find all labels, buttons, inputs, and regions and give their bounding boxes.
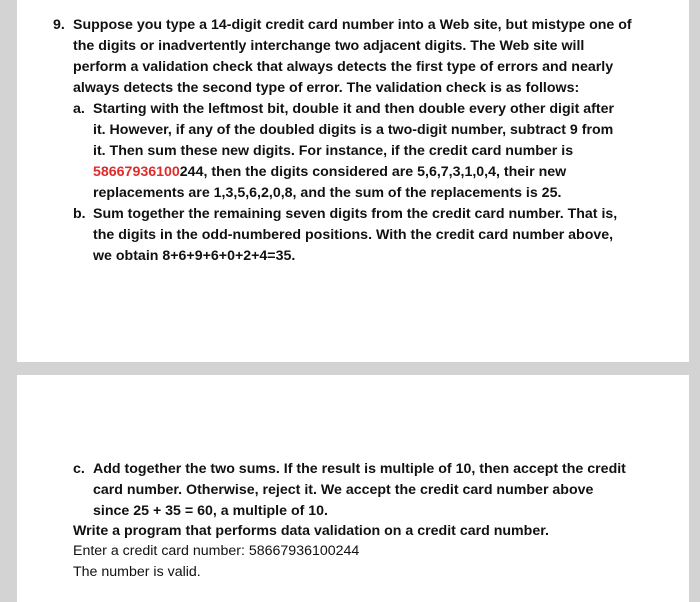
task-statement: Write a program that performs data validation on a credit card number. xyxy=(73,523,549,539)
sample-result: The number is valid. xyxy=(73,564,201,580)
question-panel-bottom xyxy=(17,375,689,602)
step-a-marker: a. xyxy=(73,101,85,117)
intro-line-2: the digits or inadvertently interchange two adjacent digits. The Web site will xyxy=(73,38,585,54)
step-b-marker: b. xyxy=(73,206,86,222)
card-number-rest: 244 xyxy=(179,164,204,180)
question-panel-top xyxy=(17,0,689,362)
step-b-line-2: the digits in the odd-numbered positions. With the credit card number above, xyxy=(93,227,614,243)
step-b-line-1: Sum together the remaining seven digits from the credit card number. That is, xyxy=(93,206,618,222)
sample-prompt: Enter a credit card number: 58667936100244 xyxy=(73,543,360,559)
step-c-line-2: card number. Otherwise, reject it. We accept the credit card number above xyxy=(93,482,594,498)
step-c-marker: c. xyxy=(73,461,85,477)
step-c-line-1: Add together the two sums. If the result is multiple of 10, then accept the credit xyxy=(93,461,626,477)
step-a-line-5: replacements are 1,3,5,6,2,0,8, and the sum of the replacements is 25. xyxy=(93,185,562,201)
intro-line-4: always detects the second type of error. The validation check is as follows: xyxy=(73,80,580,96)
step-a-line-4 xyxy=(93,162,566,183)
step-a-line-2: it. However, if any of the doubled digits is a two-digit number, subtract 9 from xyxy=(93,122,614,138)
step-c-line-3: since 25 + 35 = 60, a multiple of 10. xyxy=(93,503,329,519)
step-a-line-1: Starting with the leftmost bit, double it and then double every other digit after xyxy=(93,101,615,117)
step-a-line-4-rest: , then the digits considered are 5,6,7,3,1,0,4, their new xyxy=(203,164,567,180)
step-a-line-3: it. Then sum these new digits. For instance, if the credit card number is xyxy=(93,143,574,159)
intro-line-3: perform a validation check that always detects the first type of errors and nearly xyxy=(73,59,614,75)
card-number-highlight: 58667936100 xyxy=(93,164,180,180)
intro-line-1: Suppose you type a 14-digit credit card number into a Web site, but mistype one of xyxy=(73,17,632,33)
question-number: 9. xyxy=(53,17,65,33)
step-b-line-3: we obtain 8+6+9+6+0+2+4=35. xyxy=(93,248,296,264)
